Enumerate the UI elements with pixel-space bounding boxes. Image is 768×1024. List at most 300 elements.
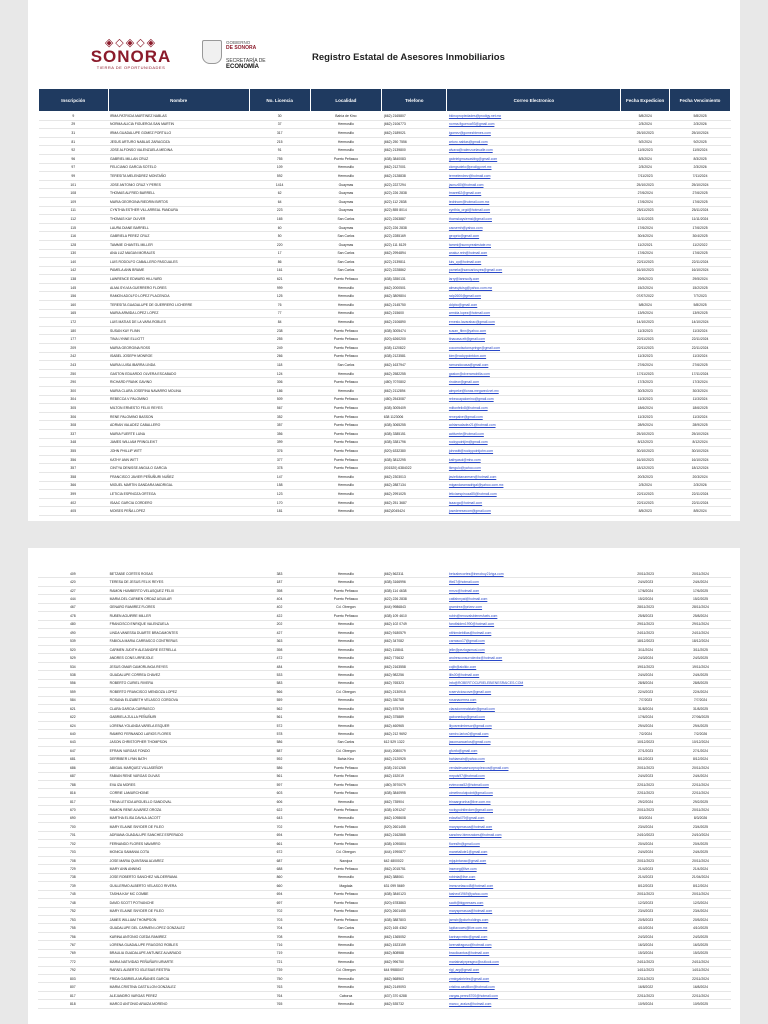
- cell-telefono: (662) 568963: [382, 975, 447, 983]
- cell-licencia: 404: [249, 595, 310, 603]
- cell-fecha-vencimiento: 27/06/2025: [670, 713, 731, 721]
- cell-localidad: Cd. Obregon: [310, 966, 382, 974]
- cell-correo[interactable]: gaston@olveramobilia.com: [447, 369, 621, 378]
- cell-correo[interactable]: ramundocasa@gmail.com: [447, 361, 621, 370]
- cell-correo[interactable]: zrmirgabrieles@gmail.com: [447, 975, 621, 983]
- cell-fecha-vencimiento: 24/3/2025: [670, 654, 731, 662]
- cell-nombre: LORENA GUADALUPE FRAGOSO ROBLES: [108, 941, 249, 949]
- cell-fecha-expedicion: 28/9/2024: [621, 421, 670, 430]
- table-row: [38, 865, 731, 873]
- column-header-licencia: No. Licencia: [249, 89, 310, 112]
- cell-inscripcion: 752: [38, 907, 108, 915]
- cell-telefono: (562) 2015751: [382, 865, 447, 873]
- cell-fecha-vencimiento: 25/10/2024: [670, 129, 731, 138]
- cell-correo[interactable]: renepalve@gmail.com: [447, 412, 621, 421]
- cell-localidad: Hermosillo: [310, 797, 382, 805]
- cell-correo[interactable]: sanchez.biensraices@hotmail.com: [447, 831, 621, 839]
- document-title: Registro Estatal de Asesores Inmobiliarios: [312, 52, 505, 63]
- table-row: [38, 949, 731, 957]
- cell-nombre: MONICA SAMANIA COTA: [108, 848, 249, 856]
- cell-correo[interactable]: edavila479@gmail.com: [447, 814, 621, 822]
- cell-licencia: 703: [249, 915, 310, 923]
- cell-licencia: 597: [249, 780, 310, 788]
- cell-correo[interactable]: betzabecortes@inmobuy21rtga.com: [447, 570, 621, 578]
- cell-fecha-vencimiento: 30/4/2025: [670, 232, 731, 241]
- table-row: [39, 335, 731, 344]
- cell-licencia: 672: [249, 848, 310, 856]
- cell-correo[interactable]: larry@lannsolly.com: [447, 275, 621, 284]
- cell-fecha-vencimiento: 22/4/2024: [670, 688, 731, 696]
- cell-licencia: 249: [249, 344, 310, 353]
- cell-telefono: (662) 562311: [382, 570, 447, 578]
- cell-fecha-vencimiento: 23/4/2024: [670, 907, 731, 915]
- cell-correo[interactable]: lilis00@hotmail.com: [447, 671, 621, 679]
- cell-fecha-vencimiento: 20/4/2025: [670, 840, 731, 848]
- cell-fecha-expedicion: 4/10/2024: [621, 924, 670, 932]
- cell-telefono: (622) 2228862: [382, 266, 447, 275]
- table-row: [39, 498, 731, 507]
- cell-localidad: Puerto Peñasco: [310, 915, 382, 923]
- cell-nombre: THOMAS KAY OLIVER: [108, 215, 249, 224]
- cell-correo[interactable]: rosanacerrea.com: [447, 696, 621, 704]
- cell-fecha-vencimiento: 18/12/2024: [670, 637, 731, 645]
- cell-correo[interactable]: tasheof1969@yahoo.com: [447, 890, 621, 898]
- cell-correo[interactable]: cacsemh@yahoo.com: [447, 223, 621, 232]
- cell-correo[interactable]: rockypointjim@gmail.com: [447, 438, 621, 447]
- cell-localidad: Puerto Peñasco: [310, 780, 382, 788]
- cell-correo[interactable]: tedrinom@hotmail.com.mx: [447, 197, 621, 206]
- table-row: [38, 966, 731, 974]
- cell-nombre: MARTHA ELISA DAVILA JACOTT: [108, 814, 249, 822]
- cell-nombre: ISABEL JOSEPH MONROE: [108, 352, 249, 361]
- table-row: [38, 840, 731, 848]
- cell-inscripcion: 621: [38, 705, 108, 713]
- cell-licencia: 220: [249, 240, 310, 249]
- cell-telefono: (644) 1990877: [382, 848, 447, 856]
- cell-licencia: 694: [249, 831, 310, 839]
- cell-telefono: (622) 2139811: [382, 258, 447, 267]
- cell-correo[interactable]: adrianvaladez21@hotmail.com: [447, 421, 621, 430]
- cell-inscripcion: 357: [39, 464, 109, 473]
- cell-fecha-vencimiento: 20/3/2024: [670, 472, 731, 481]
- cell-correo[interactable]: armida.lopez@hotmail.com: [447, 309, 621, 318]
- cell-correo[interactable]: vargas.perez8700@hotmail.com: [447, 991, 621, 999]
- cell-correo[interactable]: oimethnolutpoint@gmail.com: [447, 789, 621, 797]
- cell-correo[interactable]: immuvelascol8@hotmail.com: [447, 882, 621, 890]
- cell-inscripcion: 803: [38, 975, 108, 983]
- cell-correo[interactable]: fandfalden1990@hotmail.com: [447, 620, 621, 628]
- cell-correo[interactable]: catfahmyat@hotmail.com: [447, 595, 621, 603]
- cell-correo[interactable]: karinapvmbo@gmail.com: [447, 932, 621, 940]
- cell-inscripcion: 142: [39, 266, 109, 275]
- cell-nombre: IRMA PATRICIA MARTINEZ NABLAS: [108, 112, 249, 121]
- cell-licencia: 484: [249, 662, 310, 670]
- cell-correo[interactable]: luis_cp@hotmail.com: [447, 258, 621, 267]
- cell-telefono: (662) 3809804: [382, 292, 447, 301]
- cell-telefono: (520) 6332380: [382, 447, 447, 456]
- cell-inscripcion: 788: [38, 780, 108, 788]
- cell-correo[interactable]: aimpeke@lonas.megared.net.mx: [447, 387, 621, 396]
- cell-correo[interactable]: alvava@valenzuelavalle.com: [447, 146, 621, 155]
- cell-inscripcion: 209: [39, 344, 109, 353]
- cell-fecha-vencimiento: 20/11/2024: [670, 764, 731, 772]
- table-row: [39, 301, 731, 310]
- cell-correo[interactable]: lilyvaredmiresor@gmail.com: [447, 721, 621, 729]
- cell-correo[interactable]: verdadesasesorpropiesvva@gmail.com: [447, 764, 621, 772]
- table-row: [39, 472, 731, 481]
- cell-correo[interactable]: geoprio@gmail.com: [447, 232, 621, 241]
- cell-correo[interactable]: tinacasa.eit@gmail.com: [447, 335, 621, 344]
- cell-correo[interactable]: andresconsurrolexbz@hotmail.com: [447, 654, 621, 662]
- cell-correo[interactable]: marysperasoa@hotmail.com: [447, 823, 621, 831]
- cell-fecha-expedicion: 27/6/2024: [621, 189, 670, 198]
- cell-correo[interactable]: ernesto.lavarabac@gmail.com: [447, 318, 621, 327]
- table-row: [39, 404, 731, 413]
- cell-licencia: 860: [249, 873, 310, 881]
- cell-localidad: Puerto Peñasco: [310, 899, 382, 907]
- cell-correo[interactable]: mrpuls97@hotmail.com: [447, 772, 621, 780]
- cell-correo[interactable]: migandaramadrigal@yahoo.com.mx: [447, 481, 621, 490]
- cell-licencia: 215: [249, 137, 310, 146]
- table-row: [38, 1000, 731, 1008]
- cell-correo[interactable]: jamsb@pdurholdings.com: [447, 915, 621, 923]
- cell-localidad: Hermosillo: [310, 932, 382, 940]
- cell-fecha-vencimiento: 8/12/2024: [670, 438, 731, 447]
- cell-correo[interactable]: gramirez@prizez.com: [447, 603, 621, 611]
- cell-nombre: LUIS RODOLFO CABALLERO PASCUALES: [108, 258, 249, 267]
- cell-localidad: Bahía de Kino: [310, 112, 382, 121]
- cell-correo[interactable]: cynthia_orgd@hotmail.com: [447, 206, 621, 215]
- cell-licencia: 356: [249, 429, 310, 438]
- cell-correo[interactable]: ralp2600@gmail.com: [447, 292, 621, 301]
- cell-localidad: Guaymas: [310, 240, 382, 249]
- column-header-telefono: Telefono: [382, 89, 447, 112]
- cell-correo[interactable]: jacruz80@hotmail.com: [447, 180, 621, 189]
- cell-fecha-expedicion: 24/4/2024: [621, 848, 670, 856]
- cell-inscripcion: 402: [39, 498, 109, 507]
- cell-fecha-vencimiento: 11/2/2022: [670, 240, 731, 249]
- cell-localidad: Hermosillo: [310, 172, 382, 181]
- cell-correo[interactable]: actfuerte@hotmail.com: [447, 429, 621, 438]
- cell-correo[interactable]: lorenafragoso@hotmail.com: [447, 941, 621, 949]
- cell-inscripcion: 687: [38, 772, 108, 780]
- cell-fecha-vencimiento: 20/11/2024: [670, 570, 731, 578]
- cell-localidad: Cd. Obregon: [310, 747, 382, 755]
- cell-nombre: GUADALUPE CORREA CHAVEZ: [108, 671, 249, 679]
- cell-licencia: 533: [249, 671, 310, 679]
- cell-fecha-vencimiento: 25/11/2024: [670, 206, 731, 215]
- table-row: [39, 137, 731, 146]
- cell-localidad: Puerto Peñasco: [310, 831, 382, 839]
- cell-localidad: Hermosillo: [310, 570, 382, 578]
- cell-correo[interactable]: arturo.nablas@gmail.com: [447, 137, 621, 146]
- cell-telefono: (662) 330768: [382, 696, 447, 704]
- cell-correo[interactable]: rrmzc@hotmail.com: [447, 586, 621, 594]
- cell-correo[interactable]: info@ROBERTOCURIELEBIENESRAICES.COM: [447, 679, 621, 687]
- table-row: [39, 326, 731, 335]
- table-row: [39, 447, 731, 456]
- cell-fecha-vencimiento: 5/8/2025: [670, 301, 731, 310]
- cell-correo[interactable]: cocomotsotonspringe@gmail.com: [447, 344, 621, 353]
- cell-correo[interactable]: thomskaysiemsi@gmail.com: [447, 215, 621, 224]
- cell-fecha-expedicion: 22/11/2023: [621, 789, 670, 797]
- cell-nombre: JASON CHRISTOPHER THOMPSON: [108, 738, 249, 746]
- cell-fecha-expedicion: 29/2/2024: [621, 797, 670, 805]
- cell-inscripcion: 177: [39, 335, 109, 344]
- cell-fecha-vencimiento: 7/2/2026: [670, 730, 731, 738]
- cell-licencia: 402: [249, 603, 310, 611]
- cell-nombre: CARMEN JUDITH ALEJANDRE ESTRELLA: [108, 645, 249, 653]
- cell-correo[interactable]: gabrielgmcasasbbg@gmail.com: [447, 154, 621, 163]
- cell-telefono: (662) 2127001: [382, 163, 447, 172]
- cell-telefono: (622) 2227294: [382, 180, 447, 189]
- cell-fecha-vencimiento: 15/2/2025: [670, 595, 731, 603]
- cell-correo[interactable]: rubin@renovalsbienesfuels.com: [447, 612, 621, 620]
- cell-correo[interactable]: termelendrez@hotmail.com: [447, 172, 621, 181]
- cell-licencia: 398: [249, 586, 310, 594]
- cell-fecha-vencimiento: 23/4/2025: [670, 823, 731, 831]
- cell-correo[interactable]: mariatnatyrpesgno@outlook.com: [447, 958, 621, 966]
- cell-licencia: 158: [249, 481, 310, 490]
- cell-fecha-expedicion: 12/3/2023: [621, 899, 670, 907]
- cell-fecha-vencimiento: 8/12/2024: [670, 755, 731, 763]
- cell-correo[interactable]: kim@rockypointdon.com: [447, 352, 621, 361]
- cell-inscripcion: 109: [39, 197, 109, 206]
- cell-correo[interactable]: kathyasol@mho.com: [447, 455, 621, 464]
- cell-nombre: RAMON RENE ALVAREZ OROZA: [108, 806, 249, 814]
- cell-licencia: 721: [249, 958, 310, 966]
- cell-fecha-expedicion: 5/8/2024: [621, 112, 670, 121]
- cell-correo[interactable]: rigl_arg@gmail.com: [447, 966, 621, 974]
- cell-correo[interactable]: floreslfn@gmail.com: [447, 840, 621, 848]
- cell-licencia: 583: [249, 679, 310, 687]
- cell-correo[interactable]: tfix67@hotmail.com: [447, 578, 621, 586]
- cell-correo[interactable]: jelle@pezlogsmusi.com: [447, 645, 621, 653]
- cell-telefono: (638) 3065255: [382, 421, 447, 430]
- cell-fecha-expedicion: 20/11/2023: [621, 570, 670, 578]
- cell-telefono: (662) 9180579: [382, 629, 447, 637]
- cell-localidad: Guaymas: [310, 197, 382, 206]
- cell-correo[interactable]: trinaargronha@live.com.mx: [447, 797, 621, 805]
- cell-inscripcion: 769: [38, 949, 108, 957]
- cell-licencia: 561: [249, 772, 310, 780]
- cell-correo[interactable]: pamela@sancarlosyes@gmail.com: [447, 266, 621, 275]
- table-row: [38, 789, 731, 797]
- cell-inscripcion: 467: [38, 603, 108, 611]
- cell-correo[interactable]: jasonsancarlos@gmail.com: [447, 738, 621, 746]
- cell-licencia: 202: [249, 620, 310, 628]
- cell-fecha-expedicion: 8/12/2023: [621, 882, 670, 890]
- cell-correo[interactable]: rockypointbroker@gmail.com: [447, 806, 621, 814]
- cell-correo[interactable]: robinta@live.com: [447, 873, 621, 881]
- cell-localidad: Hermosillo: [310, 137, 382, 146]
- cell-correo[interactable]: lupitavoces@live.com.mx: [447, 924, 621, 932]
- document-page-2: [28, 548, 740, 1024]
- cell-correo[interactable]: igomez@gomezbienes.com: [447, 129, 621, 138]
- cell-correo[interactable]: claradomrealstate@gmail.com: [447, 705, 621, 713]
- cell-licencia: 606: [249, 797, 310, 805]
- cell-localidad: Guaymas: [310, 223, 382, 232]
- cell-localidad: Guaymas: [310, 189, 382, 198]
- cell-correo[interactable]: tammi@sunnyrealestate.mx: [447, 240, 621, 249]
- table-row: [38, 831, 731, 839]
- cell-fecha-vencimiento: 8/3/2026: [670, 814, 731, 822]
- cell-fecha-expedicion: 22/11/2023: [621, 490, 670, 499]
- cell-correo[interactable]: cojlb@aiolkic.com: [447, 662, 621, 670]
- cell-nombre: RUBEN AGUIRRE MILLER: [108, 612, 249, 620]
- cell-inscripcion: 686: [38, 764, 108, 772]
- cell-localidad: Puerto Peñasco: [310, 772, 382, 780]
- cell-correo[interactable]: carrasco17@gmail.com: [447, 637, 621, 645]
- cell-correo[interactable]: gabonedup@gmail.com: [447, 713, 621, 721]
- cell-correo[interactable]: rcservicioscove@gmail.com: [447, 688, 621, 696]
- cell-fecha-expedicion: 25/11/2023: [621, 206, 670, 215]
- cell-localidad: Puerto Peñasco: [310, 447, 382, 456]
- table-row: [38, 915, 731, 923]
- table-row: [38, 696, 731, 704]
- cell-correo[interactable]: cristina.castillon@hotmail.com: [447, 983, 621, 991]
- cell-nombre: LINDA VANESSA DUARTE BRACAMONTES: [108, 629, 249, 637]
- cell-localidad: Hermosillo: [310, 721, 382, 729]
- cell-telefono: 638 1123006: [382, 412, 447, 421]
- cell-localidad: Puerto Peñasco: [310, 595, 382, 603]
- cell-correo[interactable]: miltonfelix8@hotmail.com: [447, 404, 621, 413]
- cell-localidad: Guaymas: [310, 206, 382, 215]
- cell-fecha-expedicion: 11/3/2023: [621, 326, 670, 335]
- cell-licencia: 376: [249, 447, 310, 456]
- cell-correo[interactable]: bahiamain@yahoo.com: [447, 755, 621, 763]
- cell-correo[interactable]: evimovas52@hotmail.com: [447, 780, 621, 788]
- cell-fecha-vencimiento: 3/11/2025: [670, 645, 731, 653]
- cell-licencia: 739: [249, 966, 310, 974]
- cell-nombre: BETZABE CORTES ROSAS: [108, 570, 249, 578]
- table-row: [39, 318, 731, 327]
- cell-nombre: TERESA DE JESUS FELIX REYES: [108, 578, 249, 586]
- cell-telefono: (638) 3005409: [382, 404, 447, 413]
- cell-telefono: (638) 114 4638: [382, 586, 447, 594]
- registry-table-page-1: [38, 88, 731, 516]
- cell-telefono: (662) 347082: [382, 637, 447, 645]
- cell-inscripcion: 772: [38, 958, 108, 966]
- cell-inscripcion: 534: [38, 662, 108, 670]
- cell-correo[interactable]: mjquintanac@gmail.com: [447, 856, 621, 864]
- cell-inscripcion: 480: [38, 620, 108, 628]
- cell-correo[interactable]: leticiaespinoza85@hotmail.com: [447, 490, 621, 499]
- cell-fecha-vencimiento: 24/4/2025: [670, 848, 731, 856]
- cell-correo[interactable]: gfonfo@gmail.com: [447, 747, 621, 755]
- cell-correo[interactable]: josederesecom@gmail.com: [447, 507, 621, 516]
- cell-fecha-vencimiento: 22/11/2024: [670, 789, 731, 797]
- cell-fecha-vencimiento: 16/10/2024: [670, 455, 731, 464]
- cell-fecha-vencimiento: 21/04/2024: [670, 873, 731, 881]
- table-row: [39, 146, 731, 155]
- cell-localidad: Puerto Peñasco: [310, 823, 382, 831]
- cell-correo[interactable]: tkmgulo@yahoo.com: [447, 464, 621, 473]
- cell-licencia: 399: [249, 438, 310, 447]
- column-header-correo: Correo Electronico: [447, 89, 621, 112]
- table-row: [38, 890, 731, 898]
- cell-fecha-vencimiento: 16/3/2025: [670, 941, 731, 949]
- cell-correo[interactable]: ckmgsotelo@prodigy.net.mx: [447, 163, 621, 172]
- cell-localidad: Hermosillo: [310, 654, 382, 662]
- cell-correo[interactable]: rinoleor@gmail.com: [447, 378, 621, 387]
- cell-correo[interactable]: tmaret62@gmail.com: [447, 189, 621, 198]
- cell-correo[interactable]: inseveg@live.com: [447, 865, 621, 873]
- cell-localidad: Hermosillo: [310, 309, 382, 318]
- cell-inscripcion: 556: [38, 679, 108, 687]
- cell-telefono: (638) 3166996: [382, 578, 447, 586]
- cell-correo[interactable]: braulioantus@hotmail.com: [447, 949, 621, 957]
- cell-correo[interactable]: rebeccapalomino@gmail.com: [447, 395, 621, 404]
- cell-fecha-expedicion: 21/4/2023: [621, 873, 670, 881]
- cell-telefono: (662) 215600: [382, 309, 447, 318]
- cell-licencia: 352: [249, 412, 310, 421]
- table-row: [39, 232, 731, 241]
- cell-fecha-expedicion: 29/4/2024: [621, 721, 670, 729]
- cell-nombre: JAMES WILLIAM PRINGLE/KT: [108, 438, 249, 447]
- cell-fecha-expedicion: 7/2/2024: [621, 730, 670, 738]
- cell-localidad: Puerto Peñasco: [310, 429, 382, 438]
- cell-fecha-expedicion: 22/11/2023: [621, 991, 670, 999]
- cell-licencia: 50: [249, 232, 310, 241]
- registry-table-page-2: [38, 570, 731, 1009]
- cell-correo[interactable]: ddpbo@gmail.com: [447, 301, 621, 310]
- cell-fecha-expedicion: 22/11/2023: [621, 258, 670, 267]
- cell-inscripcion: 681: [38, 755, 108, 763]
- cell-correo[interactable]: manetallute1@gmail.com: [447, 848, 621, 856]
- cell-correo[interactable]: nithimdebilias@hotmail.com: [447, 629, 621, 637]
- cell-inscripcion: 701: [38, 831, 108, 839]
- cell-inscripcion: 29: [39, 120, 109, 129]
- cell-fecha-vencimiento: 22/11/2024: [670, 975, 731, 983]
- cell-correo[interactable]: johnwitt@rockypointjohn.com: [447, 447, 621, 456]
- column-header-fecha-expedicion: Fecha Expedicion: [621, 89, 670, 112]
- cell-licencia: 702: [249, 823, 310, 831]
- cell-correo[interactable]: isaacgc@hotmail.com: [447, 498, 621, 507]
- cell-nombre: FRIDA GABRIELA MUÑANES GARCIA: [108, 975, 249, 983]
- cell-nombre: CLARA GARCIA CARRASCO: [108, 705, 249, 713]
- cell-licencia: 398: [249, 645, 310, 653]
- cell-nombre: ISAAC GARCIA CORDERO: [108, 498, 249, 507]
- page-header: [28, 0, 740, 88]
- cell-nombre: LAWRENCE EDWARD HILLYARD: [108, 275, 249, 284]
- cell-correo[interactable]: ramiro.larios0@gmail.com: [447, 730, 621, 738]
- cell-fecha-expedicion: 21/4/2023: [621, 865, 670, 873]
- cell-correo[interactable]: javieltotanaresen@hotmail.com: [447, 472, 621, 481]
- cell-fecha-expedicion: 16/8/2022: [621, 983, 670, 991]
- cell-nombre: JESUS ARTURO NABLAS ZARAGOZA: [108, 137, 249, 146]
- cell-correo[interactable]: almasyluisg@yahoo.com.mx: [447, 283, 621, 292]
- cell-fecha-vencimiento: 11/3/2024: [670, 352, 731, 361]
- cell-nombre: JOHN PHILLIP WITT: [108, 447, 249, 456]
- cell-fecha-expedicion: 30/10/2023: [621, 447, 670, 456]
- cell-fecha-vencimiento: 9/2/2025: [670, 137, 731, 146]
- cell-fecha-expedicion: 20/11/2023: [621, 890, 670, 898]
- cell-localidad: San Carlos: [310, 361, 382, 370]
- table-row: [38, 780, 731, 788]
- cell-correo[interactable]: susan_flinn@yahoo.com: [447, 326, 621, 335]
- cell-correo[interactable]: marco_araiza@hotmail.com: [447, 1000, 621, 1008]
- cell-correo[interactable]: bkinopropiedades@prodigy.net.mx: [447, 112, 621, 121]
- cell-inscripcion: 180: [39, 326, 109, 335]
- cell-correo[interactable]: scott@bigpresses.com: [447, 899, 621, 907]
- cell-correo[interactable]: analuz.rein@hotmail.com: [447, 249, 621, 258]
- cell-correo[interactable]: marysperasoa@hotmail.com: [447, 907, 621, 915]
- cell-nombre: FABIOLA MARIA CARRASCO CONTRERAS: [108, 637, 249, 645]
- cell-fecha-expedicion: 11/3/2023: [621, 412, 670, 421]
- cell-telefono: (638) 2101265: [382, 764, 447, 772]
- cell-correo[interactable]: norma.figueroa93@gmail.com: [447, 120, 621, 129]
